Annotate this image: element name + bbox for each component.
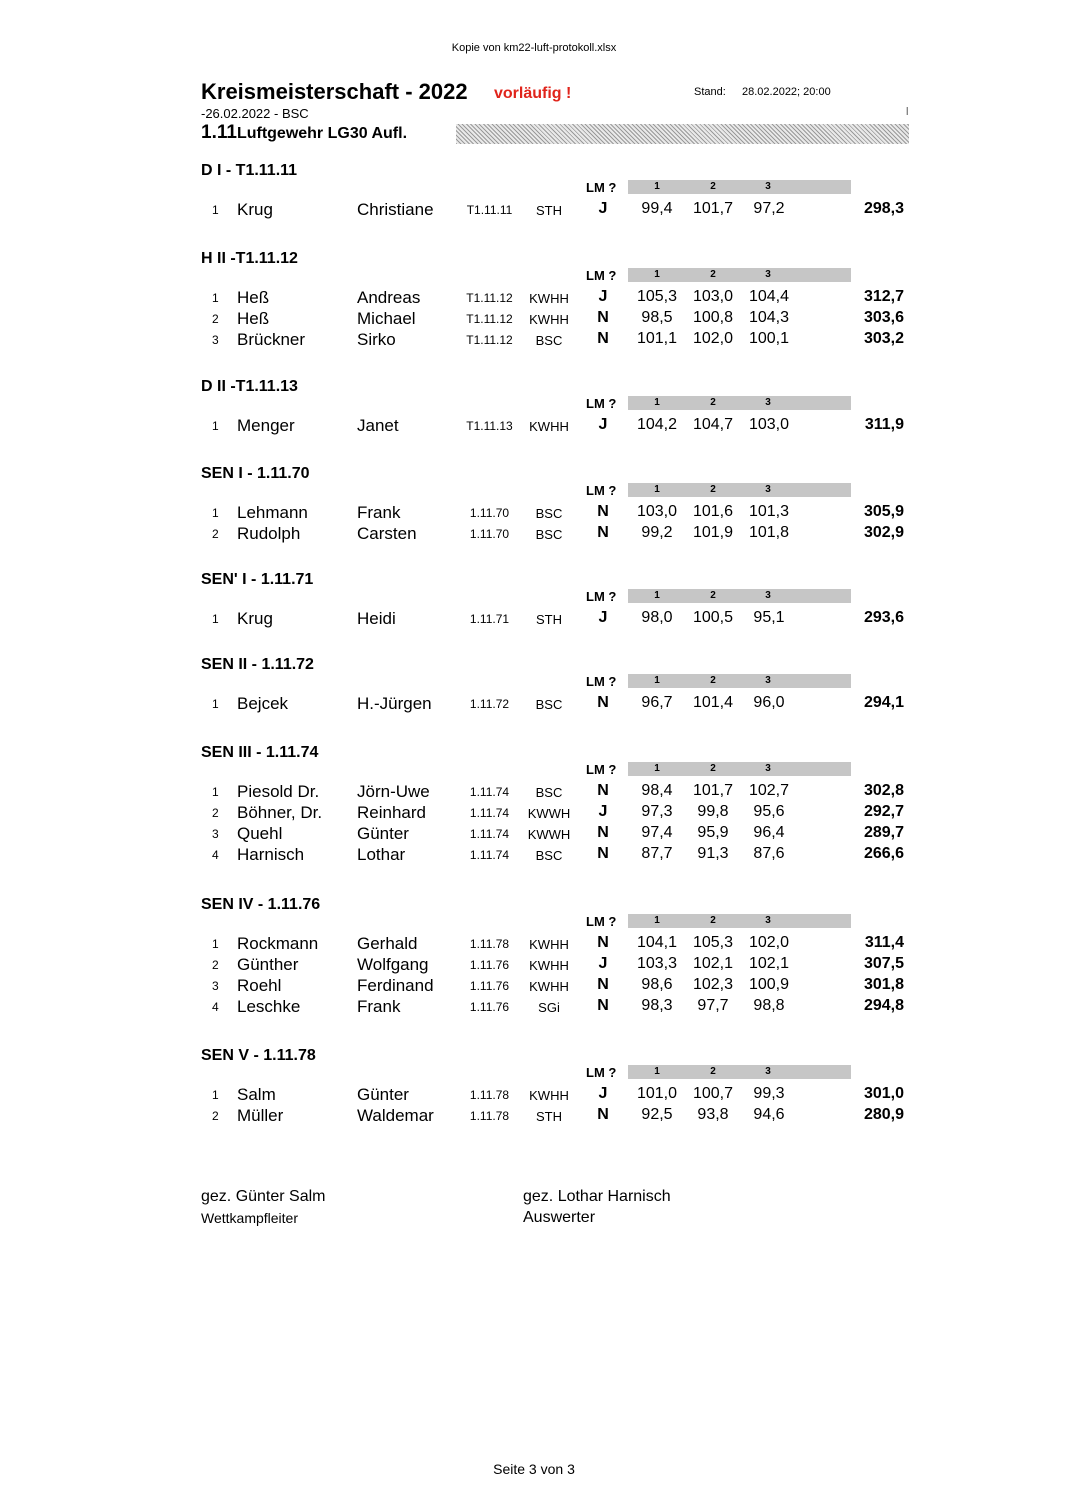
score-header-bar	[628, 396, 851, 410]
score-header-bar	[628, 268, 851, 282]
club: KWHH	[529, 979, 569, 995]
series-3-score: 97,2	[753, 200, 785, 217]
stand-label: Stand:	[694, 86, 726, 98]
total-score: 293,6	[863, 609, 904, 626]
series-3-score: 95,6	[753, 803, 785, 821]
score-header-bar	[628, 914, 851, 928]
first-name: Michael	[357, 309, 416, 329]
club: BSC	[535, 527, 563, 543]
series-2-label: 2	[710, 915, 716, 926]
series-2-score: 104,7	[692, 416, 734, 433]
last-name: Rockmann	[237, 934, 319, 953]
rank: 2	[212, 312, 219, 327]
series-1-label: 1	[654, 1066, 660, 1077]
class-code: 1.11.74	[469, 785, 510, 799]
series-1-score: 98,5	[641, 309, 673, 327]
result-row	[0, 976, 1068, 997]
last-name: Roehl	[237, 976, 282, 996]
series-1-score: 98,3	[641, 997, 673, 1015]
first-name: Lothar	[357, 845, 406, 865]
total-score: 302,8	[863, 782, 904, 799]
score-header-bar	[628, 674, 851, 688]
series-3-score: 102,7	[748, 782, 790, 799]
total-score: 292,7	[863, 803, 904, 821]
class-code: 1.11.74	[469, 827, 510, 842]
lm-flag: J	[598, 609, 608, 626]
lm-flag: N	[597, 976, 609, 994]
series-3-label: 3	[765, 915, 771, 926]
result-row	[0, 694, 1068, 715]
lm-flag: J	[598, 955, 608, 973]
section-title: SEN I - 1.11.70	[201, 465, 310, 482]
lm-flag: J	[598, 803, 608, 821]
club: KWHH	[529, 291, 569, 306]
first-name: Sirko	[357, 330, 396, 350]
result-row	[0, 782, 1068, 803]
series-3-score: 94,6	[753, 1106, 785, 1124]
series-2-label: 2	[710, 763, 716, 774]
edge-mark: l	[906, 106, 909, 118]
series-2-label: 2	[710, 397, 716, 408]
lm-column-label: LM ?	[586, 268, 617, 283]
series-3-score: 104,3	[748, 309, 790, 327]
last-name: Rudolph	[237, 524, 301, 544]
club: KWHH	[529, 958, 569, 974]
series-3-score: 98,8	[753, 997, 785, 1015]
series-2-label: 2	[710, 181, 716, 192]
rank: 1	[212, 419, 219, 433]
club: KWWH	[527, 806, 571, 822]
series-1-label: 1	[654, 915, 660, 926]
club: BSC	[535, 506, 563, 521]
rank: 4	[212, 848, 219, 863]
series-2-label: 2	[710, 675, 716, 686]
series-1-label: 1	[654, 397, 660, 408]
lm-flag: N	[597, 503, 609, 520]
series-3-score: 100,9	[748, 976, 790, 994]
last-name: Quehl	[237, 824, 283, 844]
total-score: 301,8	[863, 976, 904, 994]
last-name: Harnisch	[237, 845, 305, 865]
club: KWHH	[529, 419, 569, 434]
first-name: Frank	[357, 997, 401, 1017]
series-2-label: 2	[710, 484, 716, 495]
total-score: 305,9	[863, 503, 904, 520]
lm-flag: J	[598, 416, 608, 433]
result-row	[0, 934, 1068, 955]
lm-flag: J	[598, 288, 608, 305]
last-name: Brückner	[237, 330, 306, 350]
rank: 1	[212, 612, 219, 626]
rank: 2	[212, 1109, 219, 1124]
club: STH	[536, 203, 562, 218]
series-2-score: 105,3	[692, 934, 734, 951]
last-name: Böhner, Dr.	[237, 803, 323, 823]
series-2-score: 95,9	[697, 824, 729, 842]
section-title: D II -T1.11.13	[201, 378, 298, 395]
total-score: 301,0	[863, 1085, 904, 1102]
section-title: SEN' I - 1.11.71	[201, 571, 314, 588]
series-1-score: 103,0	[636, 503, 678, 520]
series-3-score: 101,8	[748, 524, 790, 542]
last-name: Heß	[237, 288, 270, 307]
series-3-score: 102,1	[748, 955, 790, 973]
class-code: 1.11.72	[469, 697, 510, 711]
series-1-label: 1	[654, 675, 660, 686]
section-title: H II -T1.11.12	[201, 250, 298, 267]
series-1-score: 101,1	[636, 330, 678, 348]
club: KWWH	[527, 827, 571, 843]
series-2-score: 101,4	[692, 694, 734, 711]
last-name: Günther	[237, 955, 299, 975]
total-score: 294,1	[863, 694, 904, 711]
class-code: T1.11.11	[466, 203, 513, 217]
series-3-label: 3	[765, 484, 771, 495]
total-score: 280,9	[863, 1106, 904, 1124]
first-name: Ferdinand	[357, 976, 434, 996]
last-name: Heß	[237, 309, 270, 329]
total-score: 303,2	[863, 330, 904, 348]
preliminary-label: vorläufig !	[494, 85, 572, 102]
first-name: Reinhard	[357, 803, 426, 823]
series-1-score: 98,0	[641, 609, 673, 626]
lm-flag: N	[597, 824, 609, 842]
total-score: 294,8	[863, 997, 904, 1015]
last-name: Krug	[237, 200, 273, 219]
series-1-score: 97,3	[641, 803, 673, 821]
result-row	[0, 524, 1068, 545]
lm-column-label: LM ?	[586, 914, 617, 929]
series-3-score: 99,3	[753, 1085, 785, 1102]
lm-flag: N	[597, 1106, 609, 1124]
result-row	[0, 824, 1068, 845]
series-1-label: 1	[654, 484, 660, 495]
result-row	[0, 503, 1068, 524]
last-name: Menger	[237, 416, 295, 435]
lm-column-label: LM ?	[586, 483, 617, 498]
result-row	[0, 997, 1068, 1018]
lm-flag: N	[597, 934, 609, 951]
event-subtitle: -26.02.2022 - BSC	[201, 106, 309, 121]
first-name: Christiane	[357, 200, 434, 219]
rank: 1	[212, 291, 219, 305]
series-3-score: 104,4	[748, 288, 790, 305]
lm-column-label: LM ?	[586, 396, 617, 411]
total-score: 302,9	[863, 524, 904, 542]
club: BSC	[535, 785, 563, 800]
series-3-score: 103,0	[748, 416, 790, 433]
class-code: 1.11.70	[469, 527, 510, 542]
last-name: Piesold Dr.	[237, 782, 320, 801]
series-3-score: 101,3	[748, 503, 790, 520]
series-3-label: 3	[765, 763, 771, 774]
result-row	[0, 309, 1068, 330]
series-2-score: 102,3	[692, 976, 734, 994]
class-code: 1.11.78	[469, 1109, 510, 1124]
total-score: 266,6	[863, 845, 904, 863]
series-3-score: 96,4	[753, 824, 785, 842]
series-3-label: 3	[765, 269, 771, 280]
series-1-score: 98,6	[641, 976, 673, 994]
series-3-score: 100,1	[748, 330, 790, 348]
club: BSC	[535, 333, 563, 349]
result-row	[0, 200, 1068, 221]
result-row	[0, 845, 1068, 866]
first-name: Wolfgang	[357, 955, 429, 975]
series-3-label: 3	[765, 675, 771, 686]
rank: 2	[212, 958, 219, 973]
rank: 1	[212, 697, 219, 711]
total-score: 307,5	[863, 955, 904, 973]
section-title: SEN II - 1.11.72	[201, 656, 314, 673]
score-header-bar	[628, 1065, 851, 1079]
first-name: Günter	[357, 1085, 409, 1104]
club: KWHH	[529, 937, 569, 952]
lm-column-label: LM ?	[586, 674, 617, 689]
result-row	[0, 609, 1068, 630]
rank: 3	[212, 333, 219, 348]
series-1-score: 98,4	[641, 782, 673, 799]
series-2-score: 101,6	[692, 503, 734, 520]
first-name: Gerhald	[357, 934, 418, 953]
first-name: Carsten	[357, 524, 417, 544]
series-3-score: 102,0	[748, 934, 790, 951]
series-2-label: 2	[710, 1066, 716, 1077]
page-number: Seite 3 von 3	[493, 1461, 575, 1477]
series-3-score: 96,0	[753, 694, 785, 711]
lm-column-label: LM ?	[586, 762, 617, 777]
series-1-score: 96,7	[641, 694, 673, 711]
rank: 4	[212, 1000, 219, 1015]
last-name: Lehmann	[237, 503, 308, 522]
rank: 3	[212, 979, 219, 994]
first-name: Günter	[357, 824, 409, 844]
result-row	[0, 955, 1068, 976]
series-1-label: 1	[654, 763, 660, 774]
lm-flag: N	[597, 524, 609, 542]
lm-flag: N	[597, 845, 609, 863]
first-name: Heidi	[357, 609, 396, 628]
lm-flag: N	[597, 309, 609, 327]
rank: 2	[212, 806, 219, 821]
club: STH	[536, 612, 562, 627]
series-1-score: 92,5	[641, 1106, 673, 1124]
score-header-bar	[628, 483, 851, 497]
first-name: Andreas	[357, 288, 421, 307]
score-header-bar	[628, 762, 851, 776]
series-2-score: 100,5	[692, 609, 734, 626]
result-row	[0, 416, 1068, 437]
discipline-name: Luftgewehr LG30 Aufl.	[236, 125, 408, 142]
series-1-label: 1	[654, 269, 660, 280]
series-2-score: 102,1	[692, 955, 734, 973]
series-3-label: 3	[765, 590, 771, 601]
discipline-heading	[201, 122, 407, 144]
series-1-score: 105,3	[636, 288, 678, 305]
lm-flag: N	[597, 330, 609, 348]
result-row	[0, 1085, 1068, 1106]
class-code: 1.11.71	[469, 612, 510, 626]
rank: 3	[212, 827, 219, 842]
section-title: D I - T1.11.11	[201, 162, 298, 179]
class-code: 1.11.76	[469, 958, 510, 973]
total-score: 298,3	[863, 200, 904, 217]
first-name: H.-Jürgen	[357, 694, 432, 713]
series-2-label: 2	[710, 590, 716, 601]
result-row	[0, 803, 1068, 824]
series-2-score: 101,7	[692, 782, 734, 799]
class-code: 1.11.78	[469, 937, 510, 951]
class-code: 1.11.70	[469, 506, 510, 520]
series-2-score: 101,9	[692, 524, 734, 542]
file-name: Kopie von km22-luft-protokoll.xlsx	[451, 42, 617, 54]
series-2-score: 100,8	[692, 309, 734, 327]
first-name: Frank	[357, 503, 401, 522]
class-code: 1.11.76	[469, 1000, 510, 1015]
last-name: Müller	[237, 1106, 284, 1126]
stand-date: 28.02.2022; 20:00	[742, 86, 831, 98]
series-1-label: 1	[654, 181, 660, 192]
lm-flag: N	[597, 997, 609, 1015]
lm-flag: N	[597, 694, 609, 711]
club: BSC	[535, 848, 563, 864]
series-1-score: 99,2	[641, 524, 673, 542]
series-2-score: 100,7	[692, 1085, 734, 1102]
total-score: 311,9	[864, 416, 904, 433]
signature-left-name: gez. Günter Salm	[201, 1188, 326, 1205]
class-code: 1.11.74	[469, 806, 510, 821]
page-title: Kreismeisterschaft - 2022	[201, 79, 468, 104]
section-title: SEN III - 1.11.74	[201, 744, 319, 761]
last-name: Salm	[237, 1085, 276, 1104]
series-2-score: 99,8	[697, 803, 729, 821]
club: KWHH	[529, 1088, 569, 1103]
series-2-score: 91,3	[697, 845, 729, 863]
series-3-label: 3	[765, 397, 771, 408]
section-title: SEN V - 1.11.78	[201, 1047, 316, 1064]
club: SGi	[538, 1000, 560, 1016]
series-2-label: 2	[710, 269, 716, 280]
series-1-score: 99,4	[641, 200, 673, 217]
club: STH	[536, 1109, 562, 1125]
signature-right-role: Auswerter	[523, 1209, 596, 1226]
lm-column-label: LM ?	[586, 1065, 617, 1080]
class-code: 1.11.76	[469, 979, 510, 994]
last-name: Bejcek	[237, 694, 289, 713]
lm-flag: N	[597, 782, 609, 799]
result-row	[0, 288, 1068, 309]
total-score: 303,6	[863, 309, 904, 327]
series-3-score: 87,6	[753, 845, 785, 863]
result-row	[0, 330, 1068, 351]
class-code: T1.11.12	[466, 333, 513, 348]
hatched-header-band	[456, 124, 909, 144]
rank: 1	[212, 785, 219, 799]
club: BSC	[535, 697, 563, 712]
series-2-score: 93,8	[697, 1106, 729, 1124]
last-name: Krug	[237, 609, 273, 628]
series-3-label: 3	[765, 1066, 771, 1077]
club: KWHH	[529, 312, 569, 328]
series-1-score: 104,1	[636, 934, 678, 951]
first-name: Janet	[357, 416, 399, 435]
series-2-score: 101,7	[692, 200, 734, 217]
rank: 1	[212, 937, 219, 951]
total-score: 312,7	[863, 288, 904, 305]
first-name: Jörn-Uwe	[357, 782, 430, 801]
class-code: T1.11.12	[466, 312, 513, 327]
series-2-score: 103,0	[692, 288, 734, 305]
series-3-label: 3	[765, 181, 771, 192]
result-row	[0, 1106, 1068, 1127]
lm-flag: J	[598, 200, 608, 217]
series-2-score: 102,0	[692, 330, 734, 348]
last-name: Leschke	[237, 997, 301, 1017]
rank: 1	[212, 203, 219, 217]
signature-right-name: gez. Lothar Harnisch	[523, 1188, 671, 1205]
signature-left-role: Wettkampfleiter	[201, 1210, 298, 1226]
series-1-score: 87,7	[641, 845, 673, 863]
section-title: SEN IV - 1.11.76	[201, 896, 321, 913]
series-3-score: 95,1	[753, 609, 785, 626]
series-1-score: 104,2	[636, 416, 678, 433]
rank: 1	[212, 1088, 219, 1102]
class-code: T1.11.13	[466, 419, 513, 433]
class-code: 1.11.74	[469, 848, 510, 863]
lm-flag: J	[598, 1085, 608, 1102]
series-1-score: 101,0	[636, 1085, 678, 1102]
rank: 2	[212, 527, 219, 542]
lm-column-label: LM ?	[586, 180, 617, 195]
series-1-score: 97,4	[641, 824, 673, 842]
lm-column-label: LM ?	[586, 589, 617, 604]
class-code: 1.11.78	[469, 1088, 510, 1102]
series-1-score: 103,3	[636, 955, 678, 973]
rank: 1	[212, 506, 219, 520]
series-1-label: 1	[654, 590, 660, 601]
first-name: Waldemar	[357, 1106, 434, 1126]
total-score: 289,7	[863, 824, 904, 842]
score-header-bar	[628, 589, 851, 603]
series-2-score: 97,7	[697, 997, 729, 1015]
score-header-bar	[628, 180, 851, 194]
total-score: 311,4	[864, 934, 904, 951]
class-code: T1.11.12	[466, 291, 513, 305]
discipline-number: 1.11	[201, 122, 237, 143]
